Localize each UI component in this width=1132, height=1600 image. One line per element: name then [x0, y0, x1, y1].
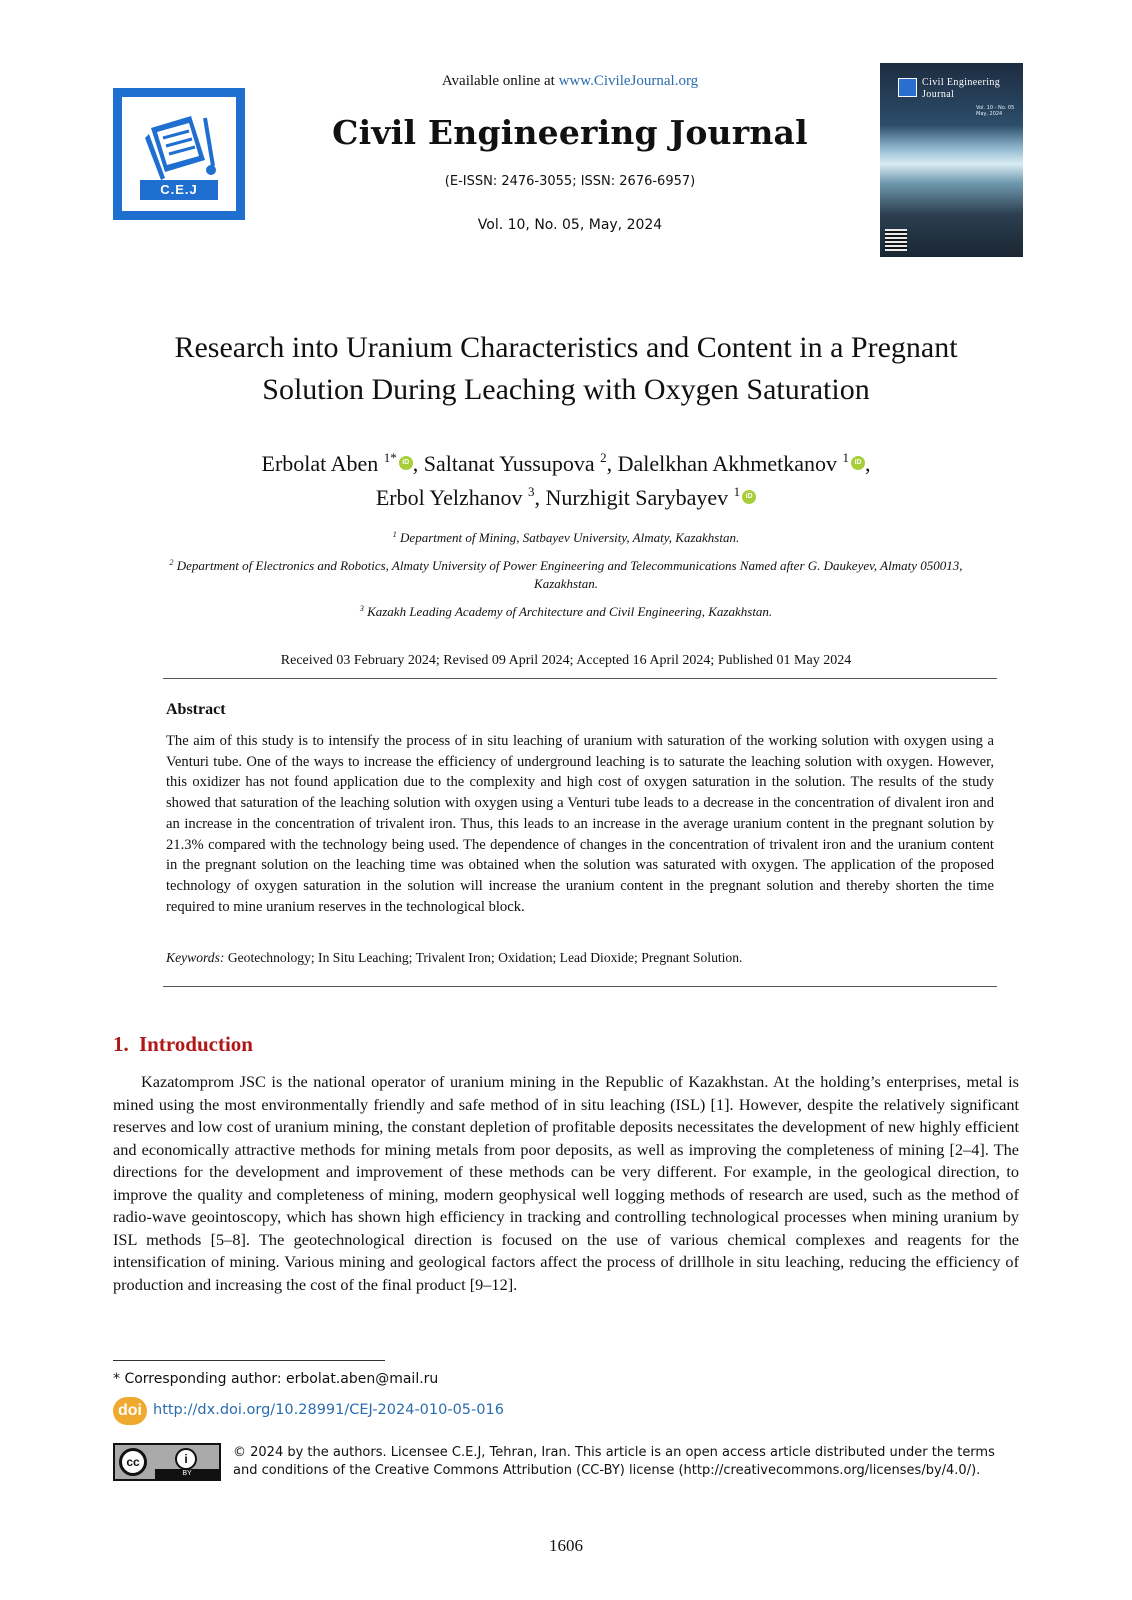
author-list: Erbolat Aben $^{1*}$iD , Saltanat Yussupova $^2$, Dalelkhan Akhmetkanov $^1$iD , Erbol Yelzhanov $^3$, Nurzhigit Sarybayev $^1$iD — [120, 447, 1012, 515]
affiliation-number: 3 — [359, 604, 364, 613]
corresponding-author: * Corresponding author: erbolat.aben@mail.ru — [113, 1371, 439, 1387]
qr-code-icon — [885, 229, 907, 251]
footnote-divider — [113, 1360, 385, 1361]
cover-title — [922, 77, 1000, 101]
author-affiliation-mark: 3 — [527, 484, 535, 499]
doi-icon: doi — [113, 1397, 147, 1425]
cover-title-line2: Journal — [922, 89, 955, 100]
keywords-list: Geotechnology; In Situ Leaching; Trivalent Iron; Oxidation; Lead Dioxide; Pregnant Solution. — [227, 950, 743, 965]
cc-icon: cc — [119, 1448, 147, 1476]
keywords-label: Keywords: — [166, 950, 225, 965]
book-pen-icon — [113, 88, 245, 220]
person-icon: i — [175, 1448, 197, 1470]
affiliation-number: 1 — [392, 530, 397, 539]
affiliation-text: Department of Electronics and Robotics, Almaty University of Power Engineering and Telecommunications Named after G. Daukeyev, Almaty 050013, Kazakhstan. — [176, 558, 963, 591]
available-prefix: Available online at — [441, 73, 559, 89]
section-heading — [113, 1032, 253, 1057]
cover-title-line1: Civil Engineering — [922, 77, 1001, 88]
author — [424, 451, 607, 476]
abstract-heading: Abstract — [166, 701, 226, 718]
author-affiliation-mark: 2 — [600, 450, 607, 465]
author-affiliation-mark: 1* — [383, 450, 397, 465]
author-name: Erbolat Aben — [261, 451, 379, 476]
cover-issue: Vol. 10 - No. 05 May, 2024 — [976, 105, 1015, 117]
journal-logo — [113, 88, 245, 220]
author-name: Erbol Yelzhanov — [375, 485, 523, 510]
affiliation-text: Department of Mining, Satbayev University, Almaty, Kazakhstan. — [400, 530, 740, 545]
author-affiliation-mark: 1 — [842, 450, 849, 465]
section-title: Introduction — [139, 1032, 253, 1056]
divider — [163, 986, 997, 987]
by-label: BY — [155, 1469, 219, 1479]
introduction-text: Kazatomprom JSC is the national operator of uranium mining in the Republic of Kazakhstan. At the holding’s enterprises, metal is mined using the most environmentally friendly and safe method of in situ leaching (ISL) [1]. However, despite the relatively significant reserves and low cost of uranium mining, the constant depletion of profitable deposits necessitates the development of new highly efficient and economically attractive methods for mining metals from poor deposits, as well as improving the completeness of mining [2–4]. The directions for the development and improvement of these methods can be very different. For example, in the geological direction, to improve the quality and completeness of mining, modern geophysical well logging methods of research are used, such as the method of radio-wave geointoscopy, which has shown high efficiency in tracking and controlling technological processes when mining uranium by ISL methods [5–8]. The geotechnological direction is focused on the use of various chemical complexes and reagents for the intensification of mining. Various mining and geological factors affect the process of drillhole in situ leaching, reducing the efficiency of production and increasing the cost of the final product [9–12]. — [113, 1072, 1019, 1294]
available-online — [330, 73, 810, 90]
affiliation-text: Kazakh Leading Academy of Architecture and Civil Engineering, Kazakhstan. — [367, 604, 773, 619]
page-number: 1606 — [549, 1536, 583, 1555]
author — [262, 451, 413, 476]
affiliation-3 — [160, 603, 972, 621]
license-text: © 2024 by the authors. Licensee C.E.J, Tehran, Iran. This article is an open access article distributed under the terms and conditions of the Creative Commons Attribution (CC-BY) license (http://creativecommons.org/licenses/by/4.0/). — [233, 1445, 995, 1478]
author-affiliation-mark: 1 — [733, 484, 741, 499]
cover-logo — [898, 78, 917, 97]
article-dates: Received 03 February 2024; Revised 09 April 2024; Accepted 16 April 2024; Published 01 May 2024 — [280, 653, 852, 668]
author — [618, 451, 865, 476]
author — [376, 485, 535, 510]
orcid-icon[interactable] — [399, 456, 413, 470]
journal-cover-image — [880, 63, 1023, 257]
affiliation-1 — [160, 529, 972, 547]
author-name: Nurzhigit Sarybayev — [545, 485, 729, 510]
orcid-icon[interactable] — [742, 490, 756, 504]
cc-by-license-icon[interactable] — [113, 1443, 221, 1481]
abstract-text: The aim of this study is to intensify the process of in situ leaching of uranium with saturation of the working solution with oxygen using a Venturi tube. One of the ways to increase the efficiency of underground leaching is to saturate the leaching solution with oxygen. However, this oxidizer has not found application due to the complexity and high cost of oxygen saturation in the solution. The results of the study showed that saturation of the leaching solution with oxygen using a Venturi tube leads to a decrease in the concentration of divalent iron and an increase in the concentration of trivalent iron. Thus, this leads to an increase in the average uranium content in the pregnant solution by 21.3% compared with the technology being used. The dependence of changes in the concentration of trivalent iron and the uranium content in the pregnant solution on the leaching time was obtained when the solution was saturated with oxygen. The application of the proposed technology of oxygen saturation in the solution will increase the uranium content in the pregnant solution and thereby shorten the time required to mine uranium reserves in the technological block. — [166, 733, 994, 915]
keywords — [166, 950, 994, 966]
author-name: Saltanat Yussupova — [423, 451, 595, 476]
affiliation-2 — [160, 557, 972, 593]
orcid-icon[interactable] — [851, 456, 865, 470]
article-title: Research into Uranium Characteristics and Content in a Pregnant Solution During Leaching with Oxygen Saturation — [174, 331, 958, 406]
author — [545, 485, 756, 510]
journal-issn: (E-ISSN: 2476-3055; ISSN: 2676-6957) — [444, 174, 696, 189]
doi-link[interactable]: http://dx.doi.org/10.28991/CEJ-2024-010-05-016 — [153, 1402, 504, 1418]
logo-label: C.E.J — [160, 182, 198, 197]
journal-volume: Vol. 10, No. 05, May, 2024 — [477, 217, 663, 233]
divider — [163, 678, 997, 679]
section-number: 1. — [113, 1032, 129, 1056]
author-name: Dalelkhan Akhmetkanov — [617, 451, 837, 476]
journal-title: Civil Engineering Journal — [332, 113, 808, 152]
journal-website-link[interactable]: www.CivileJournal.org — [558, 73, 699, 89]
affiliation-number: 2 — [169, 558, 174, 567]
